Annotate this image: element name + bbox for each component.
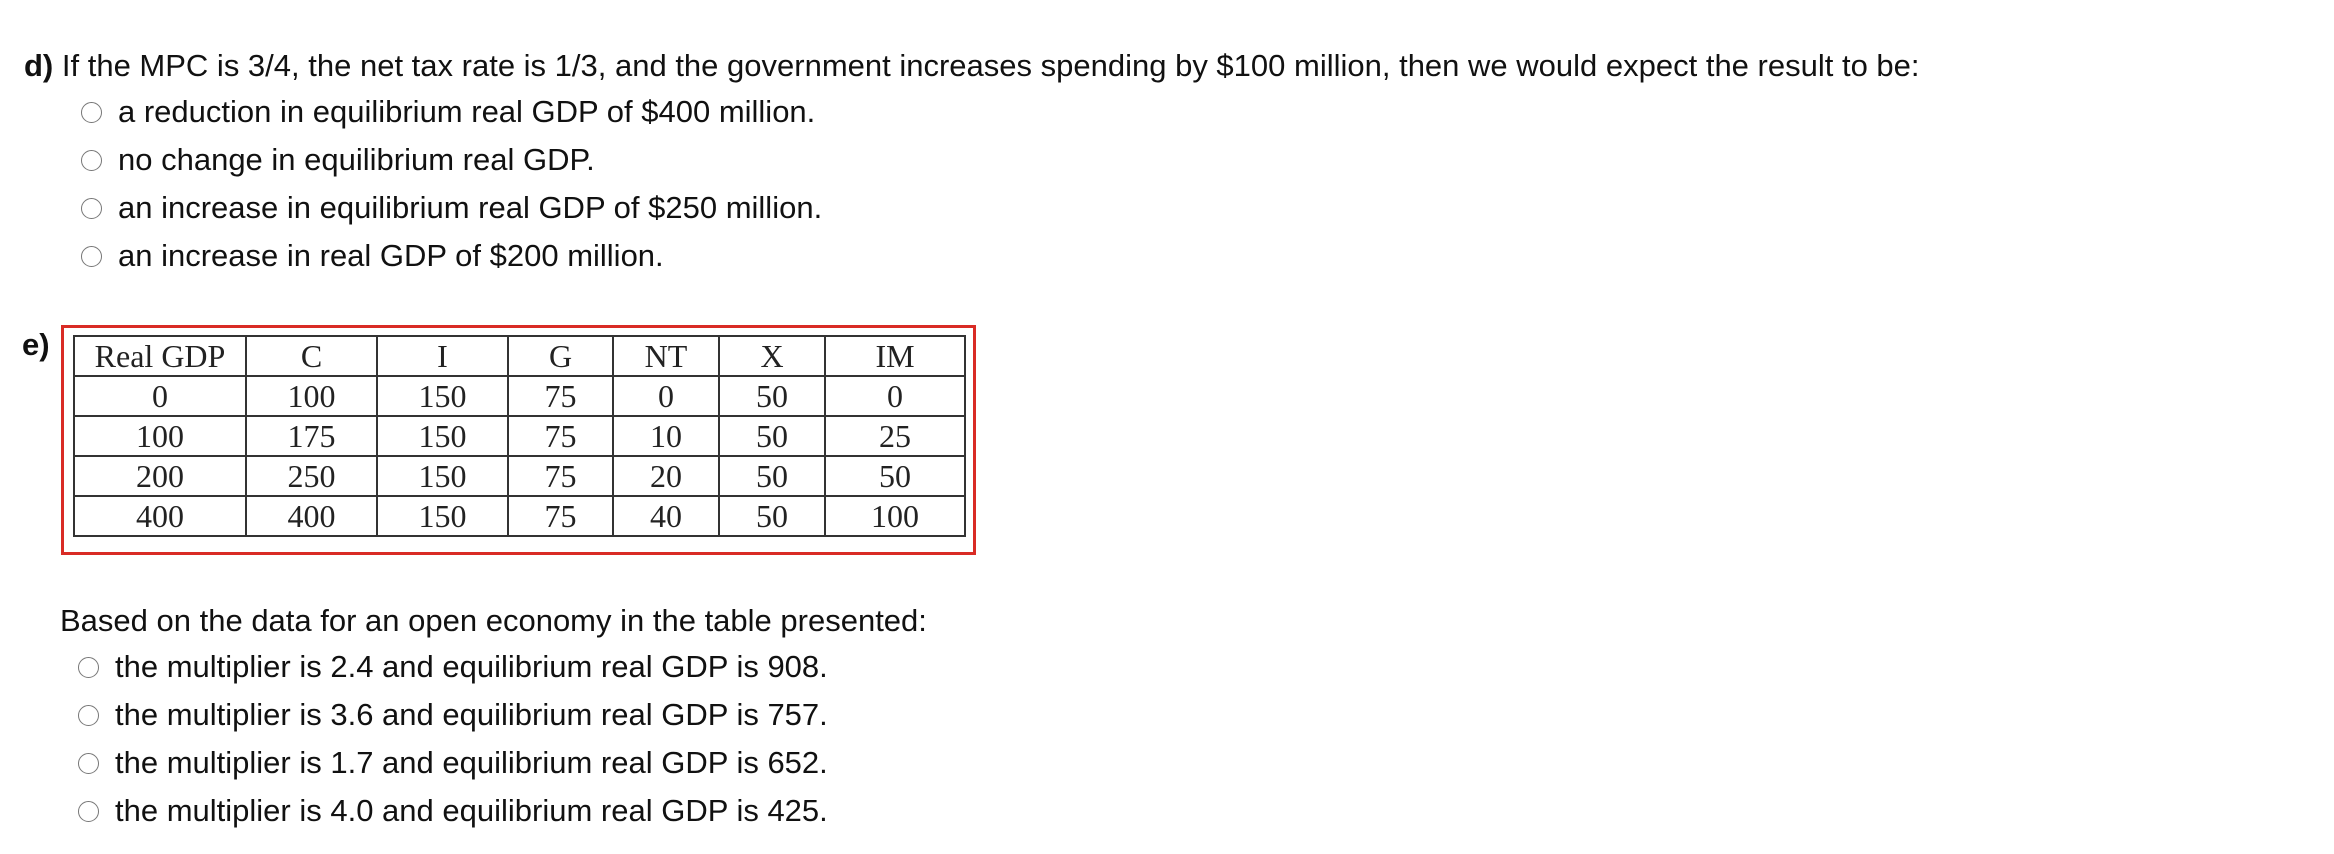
table-cell: 10 xyxy=(613,416,719,456)
table-cell: 100 xyxy=(825,496,965,536)
table-cell: 0 xyxy=(74,376,246,416)
table-header-cell: NT xyxy=(613,336,719,376)
question-d-option-2[interactable] xyxy=(81,136,1920,184)
radio-button[interactable] xyxy=(78,705,99,726)
question-d-option-3[interactable] xyxy=(81,184,1920,232)
table-cell: 0 xyxy=(825,376,965,416)
question-e-label: e) xyxy=(22,327,50,362)
table-cell: 200 xyxy=(74,456,246,496)
table-cell: 100 xyxy=(74,416,246,456)
table-cell: 150 xyxy=(377,376,508,416)
table-highlight-frame xyxy=(61,325,976,555)
table-header-row xyxy=(74,336,965,376)
option-label: the multiplier is 2.4 and equilibrium real GDP is 908. xyxy=(115,649,828,684)
question-e-option-2[interactable] xyxy=(78,691,927,739)
question-e xyxy=(60,601,927,835)
table-cell: 50 xyxy=(719,456,825,496)
table-row xyxy=(74,496,965,536)
table-header-cell: Real GDP xyxy=(74,336,246,376)
question-e-option-4[interactable] xyxy=(78,787,927,835)
table-row xyxy=(74,456,965,496)
table-cell: 150 xyxy=(377,456,508,496)
table-header-cell: I xyxy=(377,336,508,376)
table-cell: 0 xyxy=(613,376,719,416)
table-cell: 100 xyxy=(246,376,377,416)
question-e-options xyxy=(78,643,927,835)
economy-data-table xyxy=(73,335,966,537)
table-header-cell: IM xyxy=(825,336,965,376)
question-d-text: If the MPC is 3/4, the net tax rate is 1/3, and the government increases spending by $100 million, then we would expect the result to be: xyxy=(61,48,1920,83)
radio-button[interactable] xyxy=(81,102,102,123)
option-label: an increase in real GDP of $200 million. xyxy=(118,238,664,273)
table-cell: 25 xyxy=(825,416,965,456)
question-d-stem xyxy=(24,46,1920,86)
option-label: the multiplier is 1.7 and equilibrium real GDP is 652. xyxy=(115,745,828,780)
table-row xyxy=(74,416,965,456)
table-cell: 175 xyxy=(246,416,377,456)
table-cell: 150 xyxy=(377,496,508,536)
option-label: the multiplier is 4.0 and equilibrium real GDP is 425. xyxy=(115,793,828,828)
option-label: a reduction in equilibrium real GDP of $400 million. xyxy=(118,94,816,129)
question-e-option-1[interactable] xyxy=(78,643,927,691)
table-cell: 20 xyxy=(613,456,719,496)
radio-button[interactable] xyxy=(81,198,102,219)
table-cell: 50 xyxy=(825,456,965,496)
table-cell: 50 xyxy=(719,376,825,416)
question-d-option-1[interactable] xyxy=(81,88,1920,136)
table-cell: 75 xyxy=(508,496,613,536)
radio-button[interactable] xyxy=(81,150,102,171)
radio-button[interactable] xyxy=(81,246,102,267)
option-label: no change in equilibrium real GDP. xyxy=(118,142,595,177)
question-d xyxy=(24,46,1920,280)
table-cell: 400 xyxy=(246,496,377,536)
option-label: the multiplier is 3.6 and equilibrium real GDP is 757. xyxy=(115,697,828,732)
option-label: an increase in equilibrium real GDP of $250 million. xyxy=(118,190,823,225)
table-cell: 75 xyxy=(508,376,613,416)
radio-button[interactable] xyxy=(78,753,99,774)
table-cell: 150 xyxy=(377,416,508,456)
table-cell: 75 xyxy=(508,416,613,456)
table-cell: 50 xyxy=(719,416,825,456)
table-header-cell: G xyxy=(508,336,613,376)
radio-button[interactable] xyxy=(78,657,99,678)
question-d-label: d) xyxy=(24,48,54,83)
table-header-cell: X xyxy=(719,336,825,376)
question-d-option-4[interactable] xyxy=(81,232,1920,280)
table-cell: 50 xyxy=(719,496,825,536)
radio-button[interactable] xyxy=(78,801,99,822)
table-cell: 75 xyxy=(508,456,613,496)
question-e-stem: Based on the data for an open economy in the table presented: xyxy=(60,603,927,638)
question-e-option-3[interactable] xyxy=(78,739,927,787)
table-cell: 250 xyxy=(246,456,377,496)
question-d-options xyxy=(81,88,1920,280)
table-cell: 400 xyxy=(74,496,246,536)
table-header-cell: C xyxy=(246,336,377,376)
table-cell: 40 xyxy=(613,496,719,536)
table-row xyxy=(74,376,965,416)
